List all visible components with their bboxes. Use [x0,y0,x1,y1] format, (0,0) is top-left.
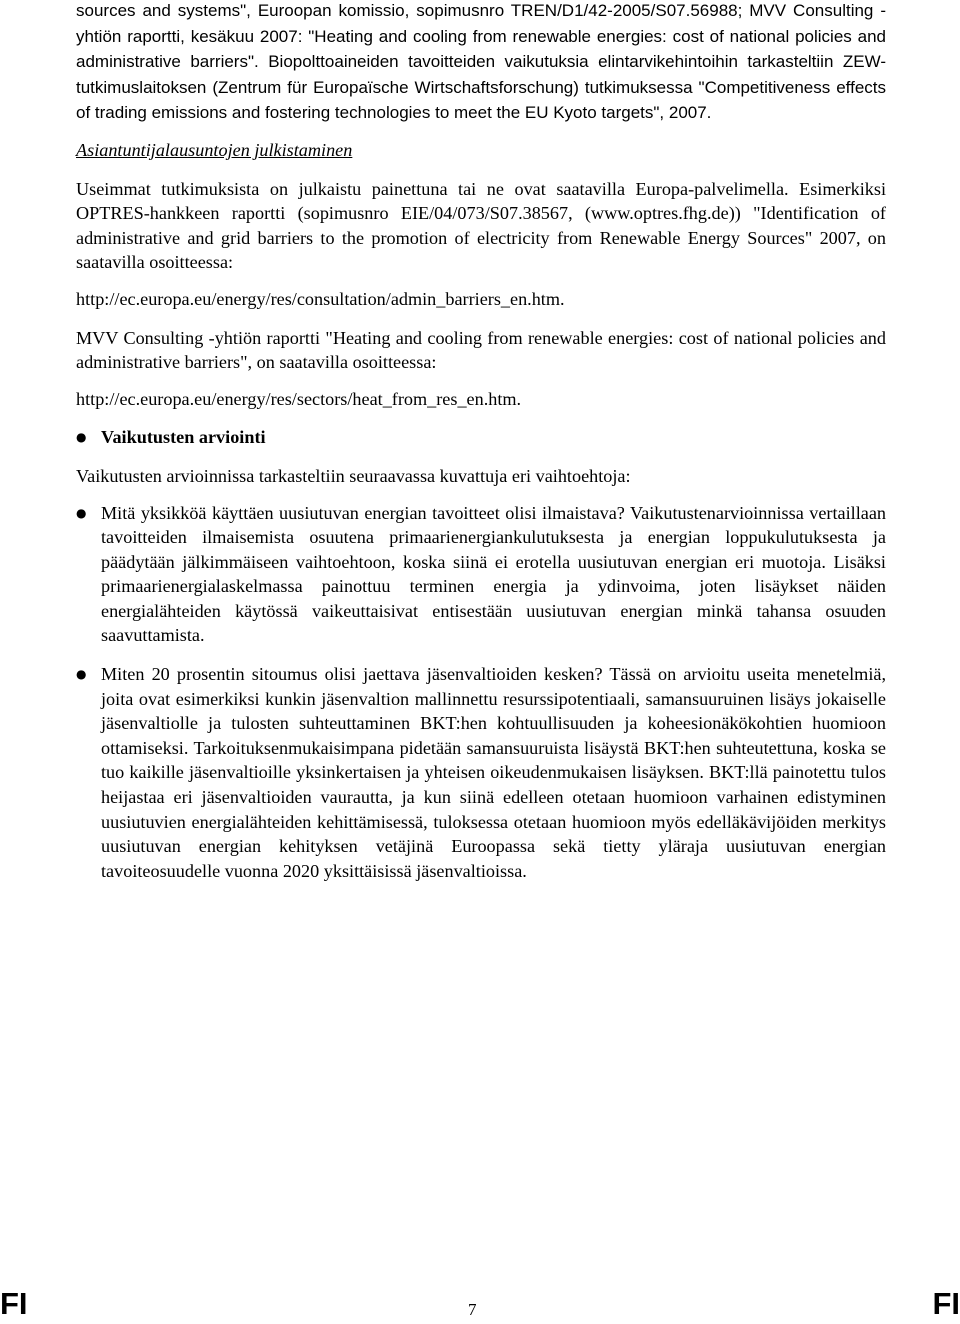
published-studies-paragraph: Useimmat tutkimuksista on julkaistu painettuna tai ne ovat saatavilla Europa-palvelimella. Esimerkiksi OPTRES-hankkeen raportti (sopimusnro EIE/04/073/S07.38567, (www.optres.fhg.de)) "Identification of administrative and grid barriers to the promotion of electricity from Renewable Energy Sources" 2007, on saatavilla osoitteessa: [76,178,886,273]
footer-language-left: FI [0,1286,28,1321]
bullet-icon: ● [76,667,87,682]
intro-paragraph [76,0,886,126]
section-heading-expert-opinions: Asiantuntijalausuntojen julkistaminen [76,139,353,160]
bullet-item-distribution [76,662,886,883]
bullet-text-distribution: Miten 20 prosentin sitoumus olisi jaettava jäsenvaltioiden kesken? Tässä on arvioitu useita menetelmiä, joita ovat esimerkiksi kunkin jäsenvaltion mallinnettu resurssipotentiaali, samansuuruinen lisäys jokaiselle jäsenvaltiolle ja tulosten suhteuttaminen BKT:hen kohtuullisuuden ja koheesionäkökohtien huomioon ottamiseksi. Tarkoituksenmukaisimpana pidetään samansuuruista lisäystä BKT:hen suhteutettuna, koska se tuo kaikille jäsenvaltioille yksinkertaisen ja yhteisen oikeudenmukaisen lisäyksen. BKT:llä painotettu tulos heijastaa eri jäsenvaltioiden vaurautta, ja kun siinä edelleen otetaan huomioon varhainen edistyminen uusiutuvien energialähteiden kehittämisessä, tuloksessa otetaan huomioon myös edelläkävijöiden merkitys uusiutuvan energian kehityksen vetäjinä Euroopassa sekä tietty yläraja uusiutuvan energian tavoiteosuudelle vuonna 2020 yksittäisissä jäsenvaltioissa. [101,664,886,881]
intro-text-part2: Biopolttoaineiden tavoitteiden vaikutuksia elintarvikehintoihin tarkasteltiin ZEW-tutkimuslaitoksen (Zentrum für Europaïsche Wirtschaftsforschung) tutkimuksessa "Competitiveness effects of trading emissions and fostering technologies to meet the EU Kyoto targets", 2007. [76,52,887,123]
page-number: 7 [468,1300,477,1319]
footer-language-right: FI [932,1286,960,1321]
document-body [76,0,886,897]
impact-heading: Vaikutusten arviointi [101,427,266,448]
url-heat-from-res: http://ec.europa.eu/energy/res/sectors/heat_from_res_en.htm. [76,388,522,409]
bullet-icon: ● [76,505,87,520]
url-admin-barriers: http://ec.europa.eu/energy/res/consultation/admin_barriers_en.htm. [76,288,565,309]
bullet-icon: ● [76,430,87,445]
bullet-text-units: Mitä yksikköä käyttäen uusiutuvan energian tavoitteet olisi ilmaistava? Vaikutustenarvioinnissa vertaillaan tavoitteiden ilmaisemista osuutena primaarienergiankulutuksesta ja energian loppukulutuksesta ja päädytään jälkimmäiseen vaihtoehtoon, koska siinä ei erotella uusiutuvan energian eri muotoja. Lisäksi primaarienergialaskelmassa painottuu terminen energia ja ydinvoima, joten lisäykset näiden energialähteiden käytössä vaikeuttaisivat entisestään uusiutuvan energian minkä tahansa osuuden saavuttamista. [101,502,886,646]
impact-heading-item [76,425,886,450]
bullet-item-units [76,501,886,649]
intro-text-part1: sources and systems", Euroopan komissio, sopimusnro TREN/D1/42-2005/S07.56988; MVV Consulting -yhtiön raportti, kesäkuu 2007: "Heating and cooling from renewable energies: cost of national policies and administrative barriers". [76,1,886,72]
impact-intro-paragraph: Vaikutusten arvioinnissa tarkasteltiin seuraavassa kuvattuja eri vaihtoehtoja: [76,465,631,486]
mvv-report-paragraph: MVV Consulting -yhtiön raportti "Heating and cooling from renewable energies: cost of national policies and administrative barriers", on saatavilla osoitteessa: [76,327,886,373]
